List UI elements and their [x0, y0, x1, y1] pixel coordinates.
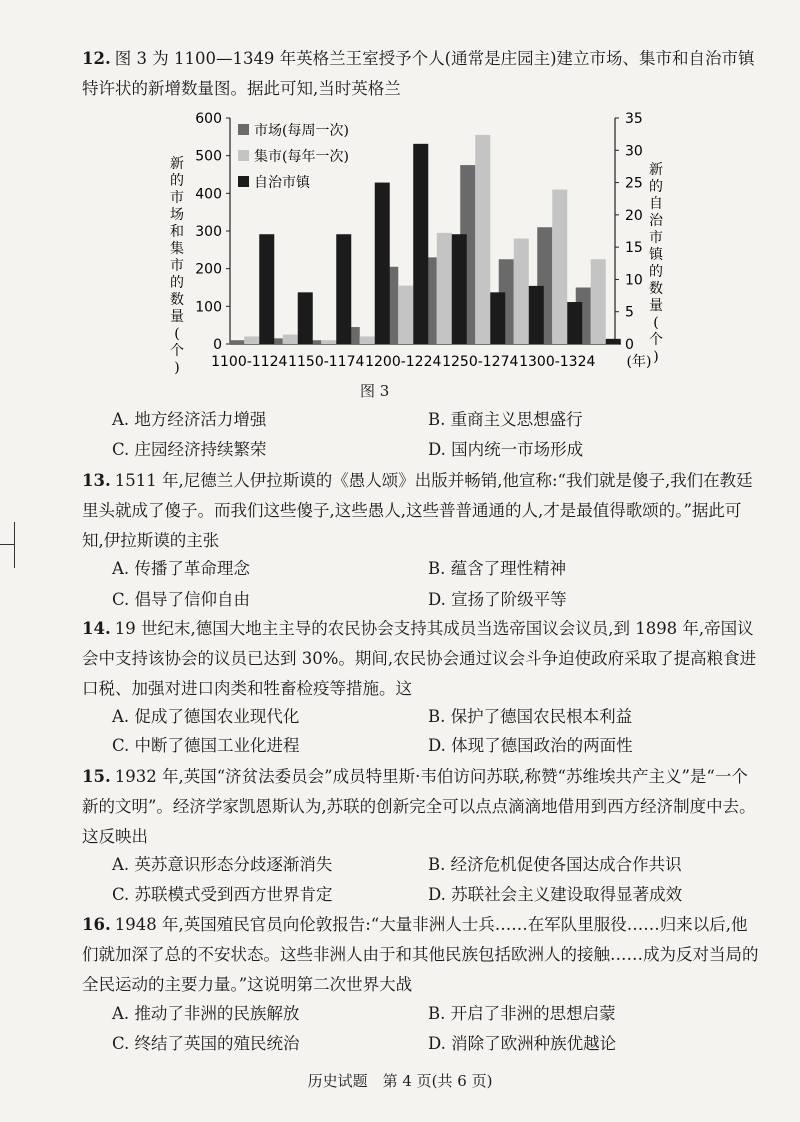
axis-title-char: (: [653, 315, 659, 331]
legend-label: 集市(每年一次): [254, 149, 349, 165]
bar-borough: [567, 302, 582, 344]
question-number: 12.: [82, 49, 111, 68]
axis-title-char: 的: [649, 179, 663, 195]
legend-label: 自治市镇: [254, 175, 310, 191]
y-tick-label-right: 0: [625, 337, 634, 353]
x-tick-label: 1200-1224: [365, 354, 442, 370]
question-stem: 1932 年,英国“济贫法委员会”成员特里斯·韦伯访问苏联,称赞“苏维埃共产主义”是“一个新的文明”。经济学家凯恩斯认为,苏联的创新完全可以点点滴滴地借用到西方经济制度中去。这反映出: [82, 767, 756, 846]
option-b[interactable]: B. 保护了德国农民根本利益: [428, 707, 633, 726]
y-tick-label-right: 30: [625, 143, 643, 160]
bar-fair: [321, 340, 336, 344]
bar-borough: [375, 183, 390, 344]
y-tick-label-left: 0: [213, 337, 222, 353]
question-number: 16.: [82, 915, 111, 934]
x-tick-label: 1250-1274: [442, 354, 519, 370]
bar-chart: [160, 110, 680, 380]
y-tick-label-left: 400: [195, 186, 222, 203]
bar-borough: [452, 234, 467, 344]
y-tick-label-right: 25: [625, 175, 643, 192]
option-a[interactable]: A. 推动了非洲的民族解放: [112, 1004, 300, 1023]
axis-title-char: 的: [170, 173, 184, 189]
y-tick-label-left: 200: [195, 261, 222, 278]
y-tick-label-right: 15: [625, 240, 643, 257]
axis-title-char: 新: [649, 162, 663, 178]
question-number: 13.: [82, 471, 111, 490]
axis-title-char: 个: [649, 332, 663, 348]
option-c[interactable]: C. 中断了德国工业化进程: [112, 736, 300, 755]
y-tick-label-right: 5: [625, 304, 634, 321]
question-stem: 1511 年,尼德兰人伊拉斯谟的《愚人颂》出版并畅销,他宣称:“我们就是傻子,我们在教廷里头就成了傻子。而我们这些傻子,这些愚人,这些普普通通的人,才是最值得歌颂的。”据此可知,伊拉斯谟的主张: [82, 471, 753, 550]
axis-title-char: 数: [649, 281, 663, 297]
bar-market: [229, 340, 244, 344]
question-stem: 19 世纪末,德国大地主主导的农民协会支持其成员当选帝国议会议员,到 1898 年,帝国议会中支持该协会的议员已达到 30%。期间,农民协会通过议会斗争迫使政府采取了提高粮食进口税、加强对进口肉类和牲畜检疫等措施。这: [82, 619, 757, 698]
axis-title-char: 数: [170, 292, 184, 308]
y-tick-label-right: 20: [625, 207, 643, 224]
option-c[interactable]: C. 终结了英国的殖民统治: [112, 1034, 300, 1053]
axis-title-char: 集: [170, 241, 184, 257]
question-16: [82, 910, 762, 1000]
axis-title-char: 新: [170, 156, 184, 172]
bar-fair: [283, 335, 298, 344]
question-12: [82, 44, 762, 104]
bar-fair: [244, 336, 259, 344]
bar-borough: [298, 292, 313, 344]
option-d[interactable]: D. 体现了德国政治的两面性: [428, 736, 633, 755]
bar-borough: [259, 234, 274, 344]
option-a[interactable]: A. 促成了德国农业现代化: [112, 707, 300, 726]
binding-mark: [0, 544, 14, 545]
option-c[interactable]: C. 倡导了信仰自由: [112, 590, 251, 609]
legend-swatch: [238, 150, 249, 161]
x-tick-label: 1300-1324: [519, 354, 596, 370]
option-d[interactable]: D. 消除了欧洲种族优越论: [428, 1034, 617, 1053]
legend-label: 市场(每周一次): [254, 123, 349, 139]
x-tick-label: 1150-1174: [288, 354, 365, 370]
axis-title-char: 镇: [649, 247, 663, 263]
axis-title-char: 个: [170, 343, 184, 359]
option-c[interactable]: C. 苏联模式受到西方世界肯定: [112, 885, 333, 904]
y-tick-label-left: 600: [195, 111, 222, 127]
option-b[interactable]: B. 重商主义思想盛行: [428, 410, 583, 429]
option-a[interactable]: A. 传播了革命理念: [112, 559, 250, 578]
axis-title-char: 市: [649, 230, 663, 246]
axis-title-char: ): [653, 349, 659, 365]
x-tick-label: 1100-1124: [211, 354, 288, 370]
option-d[interactable]: D. 国内统一市场形成: [428, 440, 584, 459]
bar-fair: [437, 233, 452, 344]
option-b[interactable]: B. 蕴含了理性精神: [428, 559, 567, 578]
y-axis-title-left: [170, 156, 184, 376]
option-c[interactable]: C. 庄园经济持续繁荣: [112, 440, 267, 459]
question-13: [82, 466, 762, 556]
axis-title-char: 的: [170, 275, 184, 291]
legend-swatch: [238, 176, 249, 187]
bar-borough: [336, 234, 351, 344]
axis-title-char: ): [174, 360, 180, 376]
figure-caption: 图 3: [360, 382, 390, 400]
bar-borough: [606, 339, 621, 344]
bar-borough: [490, 292, 505, 344]
option-b[interactable]: B. 开启了非洲的思想启蒙: [428, 1004, 616, 1023]
question-15: [82, 762, 762, 852]
question-14: [82, 614, 762, 704]
x-axis-unit: (年): [626, 354, 652, 370]
option-a[interactable]: A. 英苏意识形态分歧逐渐消失: [112, 855, 333, 874]
axis-title-char: 量: [649, 298, 663, 314]
chart-bars: [229, 135, 621, 344]
option-b[interactable]: B. 经济危机促使各国达成合作共识: [428, 855, 682, 874]
bar-fair: [398, 286, 413, 344]
axis-title-char: (: [174, 326, 180, 342]
axis-title-char: 市: [170, 190, 184, 206]
y-tick-label-right: 10: [625, 272, 643, 289]
legend-swatch: [238, 124, 249, 135]
question-number: 15.: [82, 767, 111, 786]
axis-title-char: 场: [170, 207, 184, 223]
y-tick-label-left: 500: [195, 148, 222, 165]
option-a[interactable]: A. 地方经济活力增强: [112, 410, 267, 429]
bar-fair: [475, 135, 490, 344]
bar-borough: [529, 286, 544, 344]
axis-title-char: 和: [170, 224, 184, 240]
y-tick-label-left: 100: [195, 299, 222, 316]
option-d[interactable]: D. 宣扬了阶级平等: [428, 590, 567, 609]
bar-fair: [514, 239, 529, 344]
question-number: 14.: [82, 619, 111, 638]
axis-title-char: 自: [649, 196, 663, 212]
question-stem: 图 3 为 1100—1349 年英格兰王室授予个人(通常是庄园主)建立市场、集市和自治市镇特许状的新增数量图。据此可知,当时英格兰: [82, 49, 755, 98]
page-footer: 历史试题 第 4 页(共 6 页): [307, 1072, 493, 1090]
question-stem: 1948 年,英国殖民官员向伦敦报告:“大量非洲人士兵……在军队里服役……归来以后,他们就加深了总的不安状态。这些非洲人由于和其他民族包括欧洲人的接触……成为反对当局的全民运动的主要力量。”这说明第二次世界大战: [82, 915, 759, 994]
option-d[interactable]: D. 苏联社会主义建设取得显著成效: [428, 885, 683, 904]
axis-title-char: 治: [649, 213, 663, 229]
bar-fair: [552, 190, 567, 344]
y-tick-label-left: 300: [195, 224, 222, 240]
axis-title-char: 的: [649, 264, 663, 280]
chart-legend: [238, 122, 349, 191]
binding-mark: [14, 522, 15, 568]
axis-title-char: 量: [170, 309, 184, 325]
bar-fair: [591, 259, 606, 344]
axis-title-char: 市: [170, 258, 184, 274]
y-tick-label-right: 35: [625, 111, 643, 127]
bar-fair: [360, 336, 375, 344]
y-axis-title-right: [649, 162, 664, 365]
bar-borough: [413, 144, 428, 344]
